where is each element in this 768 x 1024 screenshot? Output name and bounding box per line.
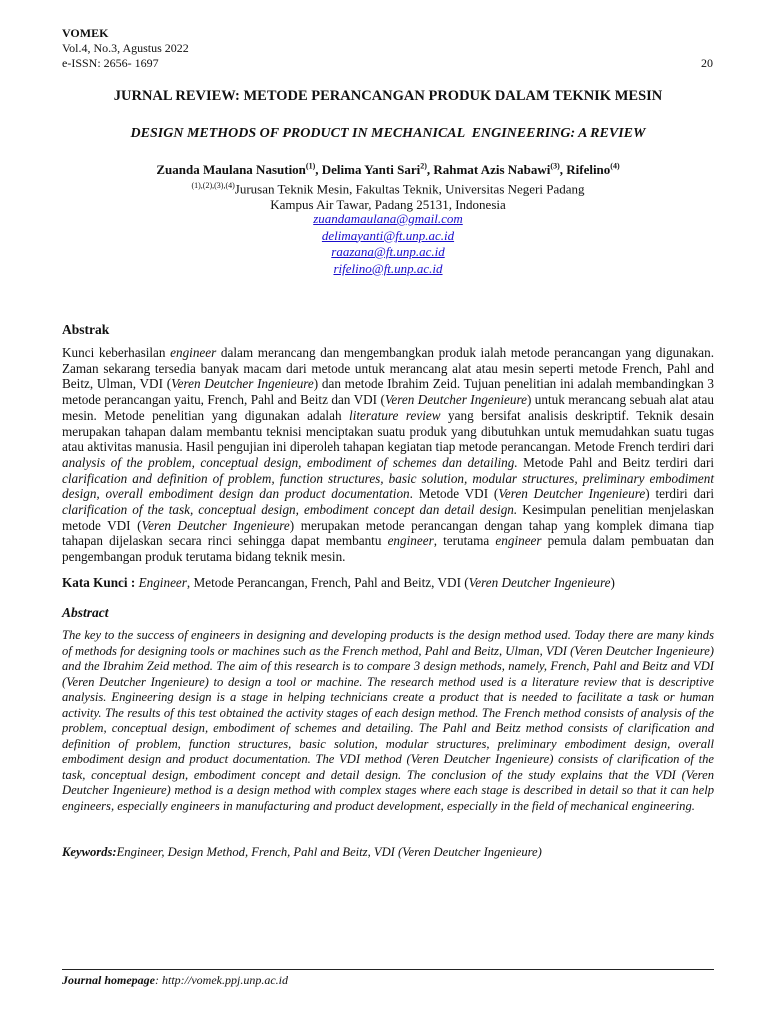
text-segment: yang bersifat analisis deskriptif. Teknik desain merupakan tahapan dalam membantu teknisi menciptakan suatu produk yang dibutuhkan untuk memudahkan suatu tugas atau aktivitas manusia. Hasil pengujian ini diperoleh tahapan kegiatan tiap metode perancangan. Metode French terdiri dari bbox=[62, 407, 714, 455]
text-segment: ) dan metode Ibrahim Zeid. Tujuan penelitian ini adalah membandingkan 3 metode perancangan yaitu, French, Pahl and Beitz dan VDI ( bbox=[62, 376, 714, 408]
text-segment: pemula dalam pembuatan dan pengembangan produk terutama bidang teknik mesin. bbox=[62, 533, 714, 565]
author: Delima Yanti Sari$^{2)}$, bbox=[321, 162, 434, 178]
abstrak-heading: Abstrak bbox=[62, 322, 110, 337]
email-link[interactable]: rifelino@ft.unp.ac.id bbox=[333, 260, 443, 276]
text-segment: ) bbox=[610, 575, 615, 590]
email-link[interactable]: delimayanti@ft.unp.ac.id bbox=[321, 227, 455, 243]
text-segment: ) untuk merancang sebuah alat atau mesin. Metode penelitian yang digunakan adalah bbox=[62, 392, 714, 423]
text-segment: Kesimpulan penelitian menjelaskan metode VDI ( bbox=[62, 502, 714, 533]
email-list bbox=[62, 211, 714, 277]
affiliation bbox=[62, 178, 714, 213]
homepage-url[interactable]: http://vomek.ppj.unp.ac.id bbox=[162, 973, 288, 987]
title-english: DESIGN METHODS OF PRODUCT IN MECHANICAL ENGINEERING: A REVIEW bbox=[130, 126, 646, 141]
text-segment: ) merupakan metode perancangan dengan tahap yang komplek dimana tiap tahapan dijelaskan secara rinci sehingga dapat membantu bbox=[62, 517, 714, 549]
text-segment: dalam merancang dan mengembangkan produk ialah metode perancangan yang digunakan. Zaman sekarang tersedia banyak macam dari metode untuk merancang alat atau mesin seperti metode French, Pahl and Beitz, Ulman, VDI ( bbox=[62, 345, 714, 392]
text-segment: Kunci keberhasilan bbox=[62, 345, 171, 360]
text-segment: Metode Pahl and Beitz terdiri dari bbox=[517, 454, 715, 470]
author: Rahmat Azis Nabawi$^{(3)}$, bbox=[433, 162, 567, 178]
journal-volume: Vol.4, No.3, Agustus 2022 bbox=[62, 41, 189, 55]
text-segment: Veren Deutcher Ingenieure bbox=[384, 392, 527, 408]
abstrak-body bbox=[62, 345, 714, 565]
journal-issn: e-ISSN: 2656- 1697 bbox=[62, 56, 159, 70]
text-segment: literature review bbox=[349, 407, 441, 423]
text-segment: , terutama bbox=[433, 533, 496, 549]
text-segment: Veren Deutcher Ingenieure bbox=[171, 376, 314, 392]
text-segment: ) terdiri dari bbox=[645, 486, 714, 502]
text-segment: clarification and definition of problem, function structures, basic solution, modular structures, preliminary embodiment design, overall embodiment design dan product documentation bbox=[62, 470, 714, 502]
text-segment: , Metode Perancangan, French, Pahl and Beitz, VDI ( bbox=[186, 575, 469, 590]
text-segment: clarification of the task, conceptual design, embodiment concept dan detail design. bbox=[62, 502, 518, 518]
author: Rifelino$^{(4)}$ bbox=[566, 162, 620, 178]
keywords-values: Engineer, Design Method, French, Pahl and Beitz, VDI (Veren Deutcher Ingenieure) bbox=[116, 845, 542, 859]
email-link[interactable]: raazana@ft.unp.ac.id bbox=[331, 244, 445, 259]
text-segment: engineer bbox=[387, 533, 434, 549]
text-segment: Veren Deutcher Ingenieure bbox=[141, 517, 290, 533]
text-segment: engineer bbox=[170, 345, 217, 360]
journal-homepage: Journal homepage: http://vomek.ppj.unp.ac.id bbox=[62, 973, 288, 987]
text-segment: engineer bbox=[495, 533, 542, 549]
kata-kunci-values bbox=[139, 575, 615, 590]
title-indonesian: JURNAL REVIEW: METODE PERANCANGAN PRODUK DALAM TEKNIK MESIN bbox=[113, 88, 663, 104]
kata-kunci-label: Kata Kunci : bbox=[62, 575, 139, 590]
homepage-label: Journal homepage bbox=[62, 973, 156, 987]
abstract-body: The key to the success of engineers in designing and developing products is the design method used. Today there are many kinds of methods for designing tools or machines such as the French method, Pahl and Beitz, Ulman, VDI (Veren Deutcher Ingenieure) and the Ibrahim Zeid method. The aim of this research is to compare 3 design methods, namely, French, Pahl and Beitz and VDI (Veren Deutcher Ingenieure) to design a tool or machine. The research method used is a literature review that is descriptive analysis. Engineering design is a stage in helping technicians create a product that is needed to facilitate a task or human activity. The results of this test obtained the activity stages of each design method. The French method consists of analysis of the problem, conceptual design, embodiment of schemes and detailing. The Pahl and Beitz method consists of clarification and definition of problem, function structures, basic solution, modular structures, preliminary embodiment design, overall embodiment design and product documentation. The VDI method (Veren Deutcher Ingenieure) consists of clarification of the task, conceptual design, embodiment concept and detail design. The conclusion of the study explains that the VDI (Veren Deutcher Ingenieure) method is a design method with complex stages where each stage is described in detail so that it can help engineers, especially engineers in manufacturing and product development, especially in the field of mechanical engineering. bbox=[62, 628, 714, 813]
affiliation-address: Kampus Air Tawar, Padang 25131, Indonesia bbox=[270, 197, 506, 213]
text-segment: analysis of the problem, conceptual design, embodiment of schemes dan detailing. bbox=[62, 454, 518, 470]
email-link[interactable]: zuandamaulana@gmail.com bbox=[313, 211, 463, 226]
author-list bbox=[62, 162, 714, 178]
journal-header bbox=[62, 26, 189, 71]
abstract-heading: Abstract bbox=[62, 605, 109, 620]
affiliation-department: Jurusan Teknik Mesin, Fakultas Teknik, Universitas Negeri Padang bbox=[234, 181, 585, 197]
text-segment: Veren Deutcher Ingenieure bbox=[468, 575, 611, 590]
affiliation-marks: (1),(2),(3),(4) bbox=[191, 181, 235, 190]
page-number: 20 bbox=[701, 56, 713, 70]
keywords-label: Keywords: bbox=[62, 845, 117, 859]
kata-kunci bbox=[62, 575, 615, 591]
keywords bbox=[62, 845, 542, 860]
journal-name: VOMEK bbox=[62, 26, 109, 40]
text-segment: Veren Deutcher Ingenieure bbox=[498, 486, 646, 502]
footer-divider bbox=[62, 969, 714, 970]
author: Zuanda Maulana Nasution$^{(1)}$, bbox=[156, 162, 322, 178]
text-segment: Engineer bbox=[138, 575, 187, 590]
text-segment: . Metode VDI ( bbox=[409, 486, 499, 502]
